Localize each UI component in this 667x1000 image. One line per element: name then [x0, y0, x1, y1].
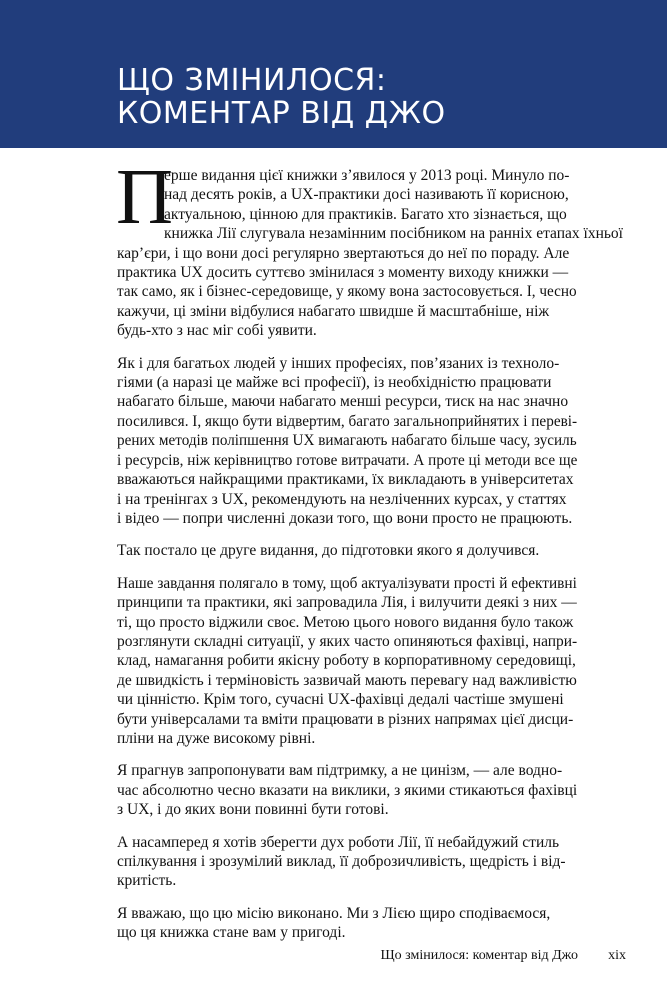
text-line: Наше завдання полягало в тому, щоб актуалізувати прості й ефективні — [117, 574, 577, 592]
text-line: актуальною, цінною для практиків. Багато хто зізнається, що — [164, 205, 567, 223]
chapter-body — [116, 154, 623, 956]
text-line: і відео — попри численні докази того, що вони просто не працюють. — [117, 509, 573, 527]
page-number: xix — [608, 948, 626, 963]
text-line: кажучи, ці зміни відбулися набагато швидше й масштабніше, ніж — [117, 302, 550, 320]
body-paragraph — [117, 761, 577, 819]
text-line: ті, що просто віджили своє. Метою цього нового видання було також — [117, 613, 574, 631]
running-title: Що змінилося: коментар від Джо — [380, 948, 578, 963]
text-line: що ця книжка стане вам у пригоді. — [117, 924, 346, 942]
text-line: Так постало це друге видання, до підготовки якого я долучився. — [117, 542, 540, 560]
text-line: ерше видання цієї книжки з’явилося у 2013 році. Минуло по- — [164, 167, 570, 184]
body-paragraph — [117, 833, 577, 891]
text-line: критість. — [117, 872, 177, 890]
text-line: Я прагнув запропонувати вам підтримку, а не цинізм, — але водно- — [117, 762, 563, 780]
drop-cap-letter: П — [116, 154, 174, 241]
chapter-title — [117, 64, 446, 130]
drop-cap — [116, 154, 174, 241]
text-line: спілкування і зрозумілий виклад, її доброзичливість, щедрість і від- — [117, 853, 566, 870]
text-line: будь-хто з нас міг собі уявити. — [117, 322, 317, 340]
text-line: розглянути складні ситуації, у яких часто опиняються фахівці, напри- — [117, 632, 578, 650]
text-line: набагато більше, маючи набагато менші ресурси, тиск на нас значно — [117, 393, 569, 411]
body-paragraph — [117, 574, 577, 749]
text-line: і на тренінгах з UX, рекомендують на незліченних курсах, у статтях — [117, 490, 567, 508]
text-line: так само, як і бізнес-середовище, у якому вона застосовується. І, чесно — [117, 283, 577, 301]
text-line: вважаються найкращими практиками, їх викладають в університетах — [117, 471, 574, 489]
text-line: і ресурсів, ніж керівництво готове витрачати. А проте ці методи все ще — [117, 451, 578, 469]
text-line: клад, намагання робити якісну роботу в корпоративному середовищі, — [117, 652, 576, 670]
text-line: бути універсалами та вміти працювати в різних напрямах цієї дисци- — [117, 710, 574, 728]
text-line: гіями (а наразі це майже всі професії), із необхідністю працювати — [117, 374, 552, 392]
chapter-title-line: КОМЕНТАР ВІД ДЖО — [117, 96, 446, 131]
text-line: над десять років, а UX-практики досі називають її корисною, — [164, 186, 569, 204]
text-line: час абсолютно чесно вказати на виклики, з якими стикаються фахівці — [117, 781, 578, 799]
chapter-header-band — [0, 0, 667, 148]
text-line: з UX, і до яких вони повинні бути готові. — [117, 801, 389, 819]
text-line: принципи та практики, які запровадила Лія, і вилучити деякі з них — — [117, 594, 577, 612]
text-line: пліни на дуже високому рівні. — [117, 729, 316, 747]
text-line: Я вважаю, що цю місію виконано. Ми з Лією щиро сподіваємося, — [117, 904, 551, 922]
body-paragraph — [117, 541, 577, 560]
body-paragraph — [117, 354, 577, 529]
text-line: практика UX досить суттєво змінилася з моменту виходу книжки — — [117, 264, 569, 282]
chapter-title-line: ЩО ЗМІНИЛОСЯ: — [117, 63, 387, 98]
body-paragraph — [116, 154, 623, 341]
text-line: Як і для багатьох людей у інших професіях, пов’язаних із техноло- — [117, 354, 560, 372]
text-line: кар’єри, і що вони досі регулярно звертаються до неї по пораду. Але — [117, 244, 570, 262]
text-line: книжка Лії слугувала незамінним посібником на ранніх етапах їхньої — [164, 225, 623, 243]
text-line: посилився. І, якщо бути відвертим, багато загальноприйнятих і переві- — [117, 412, 578, 430]
body-paragraph — [117, 904, 577, 943]
text-line: де швидкість і терміновість зазвичай мають перевагу над важливістю — [117, 671, 577, 689]
text-line: А насамперед я хотів зберегти дух роботи Лії, її небайдужий стиль — [117, 833, 560, 851]
text-line: чи цінністю. Крім того, сучасні UX-фахівці дедалі частіше змушені — [117, 691, 564, 709]
text-line: рених методів поліпшення UX вимагають набагато більше часу, зусиль — [117, 432, 577, 450]
